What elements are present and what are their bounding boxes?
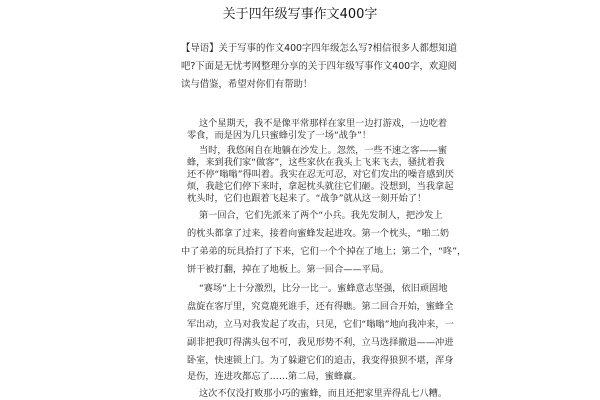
body-line: “赛场”上十分激烈，比分一比一。蜜蜂意志坚强，依旧顽固地 [199, 283, 448, 294]
document-title: 关于四年级写事作文400字 [222, 7, 378, 22]
body-line: 是伤，连进攻都忘了……第二局，蜜蜂赢。 [187, 371, 362, 382]
body-line: 蜂，来到我们家“做客”，这些家伙在我头上飞来飞去，骚扰着我 [187, 157, 445, 168]
body-line: 饼干被打翻，掉在了地板上。第一回合——平局。 [187, 264, 390, 275]
body-line: 这个星期天，我不是像平常那样在家里一边打游戏，一边吃着 [199, 118, 448, 129]
body-line: 还不停“嗡嗡”得叫着。我实在忍无可忍，对它们发出的噪音感到厌 [187, 169, 454, 180]
body-line: 烦，我趁它们停下来时，拿起枕头就往它们砸。没想到，当我拿起 [187, 181, 454, 192]
body-line: 中了弟弟的玩具拾打了下来，它们一个个掉在了地上；第二个，“咚”， [181, 246, 467, 257]
body-line: 这次不仅没打败那小巧的蜜蜂，而且还把家里弄得乱七八糟。 [199, 388, 448, 399]
body-line: 零食，而是因为几只蜜蜂引发了一场“战争”！ [187, 130, 372, 141]
body-line: 枕头时，它们也跟着飞起来了。“战争”就从这一刻开始了！ [187, 193, 427, 204]
intro-line: 吧?下面是无忧考网整理分享的关于四年级写事作文400字，欢迎阅 [181, 61, 457, 72]
body-line: 第一回合，它们先派来了两个“小兵。我先发制人，把沙发上 [199, 210, 443, 221]
body-line: 卧室，快速锁上门。为了躲避它们的追击，我变得狼狈不堪，浑身 [187, 355, 454, 366]
intro-line: 读与借鉴，希望对你们有帮助！ [181, 79, 313, 90]
intro-line: 【导语】关于写事的作文400字四年级怎么写?相信很多人都想知道 [181, 43, 457, 54]
body-line: 盘旋在客厅里，究竟鹿死谁手，还有得瞧。第二回合开始，蜜蜂全 [187, 301, 454, 312]
body-line: 当时，我悠闲自在地躺在沙发上。忽然，一些不速之客——蜜 [199, 145, 448, 156]
body-line: 的枕头都拿了过来，接着向蜜蜂发起进攻。第一个枕头，“啪二奶 [187, 228, 450, 239]
body-line: 军出动，立马对我发起了攻击，只见，它们“嗡嗡”地向我冲来，一 [187, 319, 454, 330]
body-line: 副非把我叮得满头包不可，我见形势不利，立马选择撤退——冲进 [187, 337, 454, 348]
